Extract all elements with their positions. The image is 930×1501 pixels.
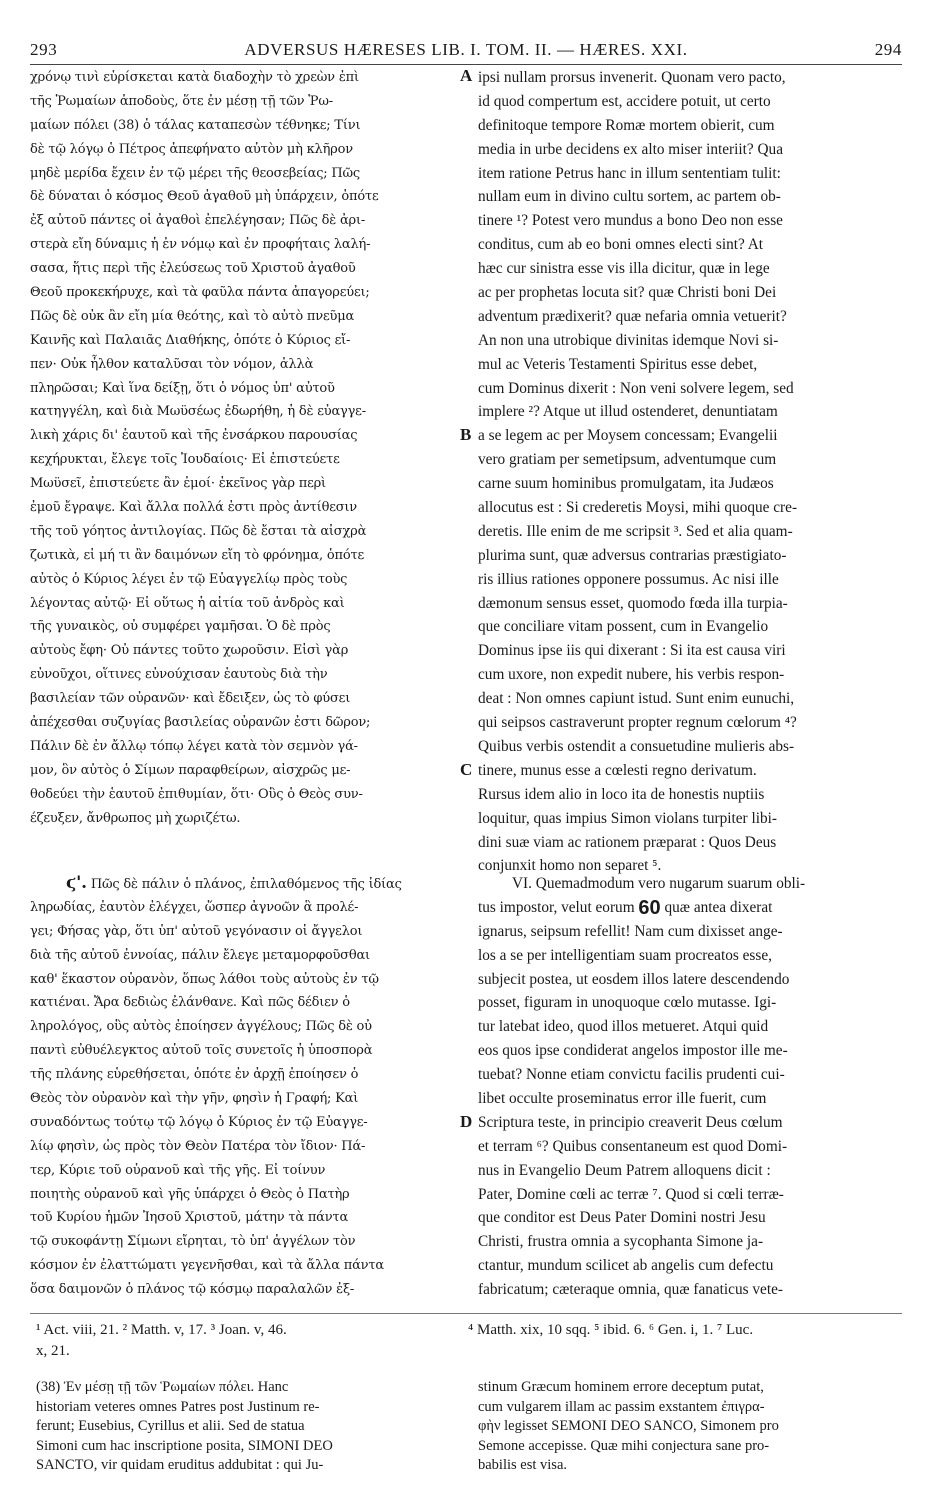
greek-line: τῆς γυναικὸς, οὐ συμφέρει γαμῆσαι. Ὁ δὲ πρὸς [30, 619, 331, 635]
footnote-line: x, 21. [36, 1343, 70, 1359]
editor-note-right [478, 1378, 902, 1476]
latin-line: hæc cur sinistra esse vis illa dicitur, quæ in lege [478, 260, 770, 278]
latin-line: que conciliare vitam possent, cum in Evangelio [478, 618, 769, 636]
latin-line: ris illius rationes opponere possumus. Ac nisi ille [478, 570, 779, 588]
page-number-left: 293 [30, 40, 58, 59]
greek-line: κόσμον ἐν ἐλαττώματι γεγενῆσθαι, καὶ τὰ ἄλλα πάντα [30, 1258, 384, 1274]
page-number-right: 294 [874, 40, 902, 59]
greek-line: διὰ τῆς αὐτοῦ ἐννοίας, πάλιν ἔλεγε μεταμορφοῦσθαι [30, 947, 370, 963]
greek-line: μηδὲ μερίδα ἔχειν ἐν τῷ μέρει τῆς θεοσεβείας; Πῶς [30, 165, 361, 181]
latin-line: tinere ¹? Potest vero mundus a bono Deo non esse [478, 212, 783, 230]
editor-note-line: historiam veteres omnes Patres post Justinum re- [36, 1398, 320, 1415]
latin-line: cum uxore, non expedit nubere, his verbis respon- [478, 666, 785, 684]
footnote-line: ⁴ Matth. xix, 10 sqq. ⁵ ibid. 6. ⁶ Gen. i, 1. ⁷ Luc. [468, 1322, 754, 1338]
latin-line: allocutus est : Si crederetis Moysi, mihi quoque cre- [478, 499, 798, 517]
editor-note-line: stinum Græcum hominem errore deceptum putat, [478, 1379, 764, 1395]
greek-line: εὐνοῦχοι, οἵτινες εὐνούχισαν ἑαυτοὺς διὰ τὴν [30, 667, 328, 683]
editor-note-line: babilis est visa. [478, 1457, 568, 1473]
running-title: ADVERSUS HÆRESES LIB. I. TOM. II. — HÆRES. XXI. [244, 40, 688, 59]
greek-line: ὅσα δαιμονῶν ὁ πλάνος τῷ κόσμῳ παραλαλῶν ἐξ- [30, 1282, 355, 1298]
latin-line: nullam eum in divino cultu sortem, ac partem ob- [478, 188, 781, 206]
latin-line: Scriptura teste, in principio creaverit Deus cœlum [478, 1113, 783, 1131]
greek-line: χρόνῳ τινὶ εὑρίσκεται κατὰ διαδοχὴν τὸ χρεὼν ἐπὶ [30, 70, 359, 85]
greek-line: παντὶ εὐθυέλεγκτος αὐτοῦ τοῖς συνετοῖς ἡ ὑποσπορὰ [30, 1043, 373, 1059]
greek-line: Πῶς δὲ οὐκ ἂν εἴη μία θεότης, καὶ τὸ αὐτὸ πνεῦμα [30, 308, 355, 324]
greek-line: Θεὸς τὸν οὐρανὸν καὶ τὴν γῆν, φησὶν ἡ Γραφή; Καὶ [30, 1091, 359, 1107]
latin-line: ignarus, seipsum refellit! Nam cum dixisset ange- [478, 922, 783, 940]
latin-line: implere ²? Atque ut illud ostenderet, denuntiatam [478, 403, 778, 421]
latin-line: Rursus idem alio in loco ita de honestis nuptiis [478, 785, 765, 803]
latin-line: tur latebat ideo, quod illos metueret. Atqui quid [478, 1018, 769, 1036]
latin-line: vero gratiam per semetipsum, adventumque cum [478, 451, 777, 469]
latin-line: fabricatum; cæteraque omnia, quæ fanaticus vete- [478, 1281, 783, 1299]
latin-line: dini suæ viam ac rationem præparat : Quos Deus [478, 833, 777, 851]
greek-line: γει; Φήσας γὰρ, ὅτι ὑπ' αὐτοῦ γεγόνασιν οἱ ἄγγελοι [30, 923, 363, 939]
greek-line: πεν· Οὐκ ἦλθον καταλῦσαι τὸν νόμον, ἀλλὰ [30, 356, 314, 372]
latin-line: deretis. Ille enim de me scripsit ³. Sed et alia quam- [478, 522, 793, 540]
latin-line: eos quos ipse condiderat angelos impostor ille me- [478, 1042, 788, 1060]
latin-line: definitoque tempore Romæ mortem obierit, cum [478, 116, 775, 134]
margin-marker-d: D [460, 1112, 473, 1131]
latin-line: ac per prophetas locuta sit? quæ Christi boni Dei [478, 284, 777, 302]
greek-line: Πῶς δὲ πάλιν ὁ πλάνος, ἐπιλαθόμενος τῆς ἰδίας [90, 877, 402, 892]
latin-line: ctantur, mundum scilicet ab angelis cum defectu [478, 1257, 774, 1275]
greek-line: θοδεύει τὴν ἑαυτοῦ ἐπιθυμίαν, ὅτι· Οὓς ὁ Θεὸς συν- [30, 786, 363, 802]
latin-section-first-line [478, 872, 902, 896]
margin-marker-a: A [460, 66, 473, 85]
greek-line: ποιητὴς οὐρανοῦ καὶ γῆς ὑπάρχει ὁ Θεὸς ὁ Πατὴρ [30, 1186, 350, 1202]
latin-line: conjunxit homo non separet ⁵. [478, 857, 662, 875]
greek-line: δὲ τῷ λόγῳ ὁ Πέτρος ἀπεφήνατο αὐτὸν μὴ κλῆρον [30, 141, 353, 157]
latin-column-paragraph-2 [478, 872, 902, 1302]
editor-note-line: Simoni cum hac inscriptione posita, SIMONI DEO [36, 1437, 333, 1454]
greek-line: Θεοῦ προκεκήρυχε, καὶ τὰ φαῦλα πάντα ἀπαγορεύει; [30, 285, 370, 301]
greek-line: ἐξ αὐτοῦ πάντες οἱ ἀγαθοὶ ἐπελέγησαν; Πῶς δὲ ἀρι- [30, 213, 366, 229]
greek-line: ληρολόγος, οὓς αὐτὸς ἐποίησεν ἀγγέλους; Πῶς δὲ οὐ [30, 1019, 372, 1035]
latin-line-part: tus impostor, velut eorum [478, 898, 635, 916]
latin-column-paragraph-1 [478, 66, 902, 878]
latin-line: tinere, munus esse a cœlesti regno derivatum. [478, 761, 757, 779]
margin-marker-b: B [460, 425, 472, 444]
latin-line: Quemadmodum vero nugarum suarum obli- [535, 875, 806, 892]
footnotes-left [36, 1320, 466, 1362]
editor-note-left [36, 1378, 464, 1476]
latin-line: posset, figuram in unoquoque cœlo mutasse. Igi- [478, 994, 777, 1012]
greek-line: ἐμοῦ ἔγραψε. Καὶ ἄλλα πολλά ἐστι πρὸς ἀντίθεσιν [30, 500, 358, 516]
latin-line: plurima sunt, quæ adversus contrarias præstigiato- [478, 546, 787, 564]
greek-line: έζευξεν, ἄνθρωπος μὴ χωριζέτω. [30, 810, 241, 826]
latin-section-numeral: VI. [512, 875, 532, 892]
latin-line: subjecit postea, ut eosdem illos latere descendendo [478, 970, 790, 988]
latin-line: deat : Non omnes capiunt istud. Sunt enim eunuchi, [478, 690, 795, 708]
greek-line: καθ' ἕκαστον οὐρανὸν, ὅπως λάθοι τοὺς αὐτοὺς ἐν τῷ [30, 971, 379, 987]
greek-line: σασα, ἥτις περὶ τῆς ἐλεύσεως τοῦ Χριστοῦ ἀγαθοῦ [30, 261, 356, 277]
greek-line: κατιέναι. Ἄρα δεδιὼς ἐλάνθανε. Καὶ πῶς δέδιεν ὁ [30, 995, 350, 1011]
greek-line: λικὴ χάρις δι' ἑαυτοῦ καὶ τῆς ἐνσάρκου παρουσίας [30, 428, 358, 444]
latin-line: tuebat? Nonne etiam convictu facilis prudenti cui- [478, 1066, 785, 1084]
latin-line: loquitur, quas impius Simon violans turpiter libi- [478, 809, 777, 827]
greek-line: τῆς Ῥωμαίων ἀποδοὺς, ὅτε ἐν μέσῃ τῇ τῶν Ῥω- [30, 93, 333, 109]
latin-line-with-badge [478, 896, 902, 920]
latin-line: qui seipsos castraverunt propter regnum cœlorum ⁴? [478, 714, 797, 732]
latin-line: cum Dominus dixerit : Non veni solvere legem, sed [478, 379, 794, 397]
greek-line: τοῦ Κυρίου ἡμῶν Ἰησοῦ Χριστοῦ, μάτην τὰ πάντα [30, 1210, 349, 1226]
latin-line: que conditor est Deus Pater Domini nostri Jesu [478, 1209, 766, 1227]
greek-line: κεχήρυκται, ἔλεγε τοῖς Ἰουδαίοις· Εἰ ἐπιστεύετε [30, 452, 340, 468]
greek-line: βασιλείαν τῶν οὐρανῶν· καὶ ἔδειξεν, ὡς τὸ φύσει [30, 691, 351, 707]
greek-line: τερ, Κύριε τοῦ οὐρανοῦ καὶ τῆς γῆς. Εἰ τοίνυν [30, 1162, 326, 1178]
latin-line: id quod compertum est, accidere potuit, ut certo [478, 92, 771, 110]
editor-note-line: φὴν legisset SEMONI DEO SANCO, Simonem pro [478, 1418, 779, 1434]
greek-section-first-line [30, 872, 465, 896]
editor-note-line: SANCTO, vir quidam eruditus addubitat : qui Ju- [36, 1457, 324, 1473]
latin-line: dæmonum sensus esset, quomodo fœda illa turpia- [478, 594, 788, 612]
latin-line: ipsi nullam prorsus invenerit. Quonam vero pacto, [478, 69, 786, 86]
header-rule [30, 64, 902, 65]
latin-line: adventum prædixerit? quæ nefaria omnia vetuerit? [478, 307, 787, 325]
greek-line: ληρωδίας, ἑαυτὸν ἐλέγχει, ὥσπερ ἀγνοῶν ἃ προλέ- [30, 899, 359, 915]
greek-line: συναδόντως τούτῳ τῷ λόγῳ ὁ Κύριος ἐν τῷ Εὐαγγε- [30, 1114, 368, 1130]
latin-line: los a se per intelligentiam suam procreatos esse, [478, 946, 772, 964]
latin-line: Quibus verbis ostendit a consuetudine mulieris abs- [478, 737, 795, 755]
greek-line: κατηγγέλη, καὶ διὰ Μωϋσέως ἐδωρήθη, ἡ δὲ εὐαγγε- [30, 404, 366, 420]
greek-line: τῆς πλάνης εὑρεθήσεται, ὁπότε ἐν ἀρχῇ ἐποίησεν ὁ [30, 1067, 359, 1083]
footnote-line: ¹ Act. viii, 21. ² Matth. v, 17. ³ Joan. v, 46. [36, 1322, 287, 1338]
greek-line: μαίων πόλει (38) ὁ τάλας καταπεσὼν τέθνηκε; Τίνι [30, 117, 361, 133]
editor-note-line: (38) Ἐν μέσῃ τῇ τῶν Ῥωμαίων πόλει. Hanc [36, 1379, 289, 1395]
latin-line-part: quæ antea dixerat [664, 898, 773, 916]
column-number-badge: 60 [638, 896, 661, 919]
greek-line: ζωτικὰ, εἰ μή τι ἂν δαιμόνων εἴη τὸ φρόνημα, ὁπότε [30, 547, 364, 563]
latin-line: carne suum hominibus promulgatam, ita Judæos [478, 475, 774, 493]
latin-line: media in urbe decidens ex alto miser interiit? Qua [478, 140, 783, 158]
greek-line: λέγοντας αὐτῷ· Εἰ οὕτως ἡ αἰτία τοῦ ἀνδρὸς καὶ [30, 595, 345, 611]
greek-column-paragraph-2 [30, 872, 465, 1302]
greek-section-numeral: ϛ'. [66, 873, 87, 893]
editor-note-line: ferunt; Eusebius, Cyrillus et alii. Sed de statua [36, 1418, 305, 1434]
running-header [30, 40, 902, 66]
greek-line: Μωϋσεῖ, ἐπιστεύετε ἂν ἐμοί· ἐκεῖνος γὰρ περὶ [30, 476, 326, 492]
greek-line: δὲ δύναται ὁ κόσμος Θεοῦ ἀγαθοῦ μὴ ὑπάρχειν, ὁπότε [30, 189, 379, 205]
greek-line: πληρῶσαι; Καὶ ἵνα δείξῃ, ὅτι ὁ νόμος ὑπ' αὐτοῦ [30, 380, 335, 396]
latin-line: libet occulte proseminatus error ille fuerit, cum [478, 1090, 767, 1108]
latin-line: nus in Evangelio Deum Patrem alloquens dicit : [478, 1161, 771, 1179]
greek-line: τῆς τοῦ γόητος ἀντιλογίας. Πῶς δὲ ἔσται τὰ αἰσχρὰ [30, 523, 367, 539]
latin-line: et terram ⁶? Quibus consentaneum est quod Domi- [478, 1137, 788, 1155]
greek-column-paragraph-1 [30, 66, 465, 831]
latin-line: Pater, Domine cœli ac terræ ⁷. Quod si cœli terræ- [478, 1185, 784, 1203]
greek-line: μον, ὃν αὐτὸς ὁ Σίμων παραφθείρων, αἰσχρῶς με- [30, 762, 351, 778]
greek-line: Καινῆς καὶ Παλαιᾶς Διαθήκης, ὁπότε ὁ Κύριος εἴ- [30, 332, 351, 348]
latin-line: Christi, frustra omnia a sycophanta Simone ja- [478, 1233, 764, 1251]
footnotes-right [468, 1320, 908, 1341]
latin-line: a se legem ac per Moysem concessam; Evangelii [478, 427, 778, 445]
latin-line: item ratione Petrus hanc in illum sententiam tulit: [478, 164, 781, 182]
editor-note-line: cum vulgarem illam ac passim exstantem ἐπιγρα- [478, 1398, 765, 1415]
greek-line: αὐτὸς ὁ Κύριος λέγει ἐν τῷ Εὐαγγελίῳ πρὸς τοὺς [30, 571, 348, 587]
greek-line: λίῳ φησὶν, ὡς πρὸς τὸν Θεὸν Πατέρα τὸν ἴδιον· Πά- [30, 1138, 366, 1154]
footnote-rule [30, 1313, 902, 1314]
margin-marker-c: C [460, 760, 473, 779]
latin-line: conditus, cum ab eo boni omnes electi sint? At [478, 236, 764, 254]
latin-line: An non una utrobique divinitas idemque Novi si- [478, 331, 779, 349]
latin-line: mul ac Veteris Testamenti Spiritus esse debet, [478, 355, 758, 373]
latin-line: Dominus ipse iis qui dixerant : Si ita est causa viri [478, 642, 786, 660]
greek-line: τῷ συκοφάντῃ Σίμωνι εἴρηται, τὸ ὑπ' ἀγγέλων τὸν [30, 1234, 356, 1250]
editor-note-line: Semone accepisse. Quæ mihi conjectura sane pro- [478, 1437, 770, 1454]
greek-line: Πάλιν δὲ ἐν ἄλλῳ τόπῳ λέγει κατὰ τὸν σεμνὸν γά- [30, 738, 358, 754]
greek-line: ἀπέχεσθαι συζυγίας βασιλείας οὐρανῶν ἐστι δῶρον; [30, 715, 371, 731]
greek-line: στερὰ εἴη δύναμις ἡ ἐν νόμῳ καὶ ἐν προφήταις λαλή- [30, 237, 371, 253]
greek-line: αὐτοὺς ἔφη· Οὐ πάντες τοῦτο χωροῦσιν. Εἰσὶ γὰρ [30, 643, 349, 659]
